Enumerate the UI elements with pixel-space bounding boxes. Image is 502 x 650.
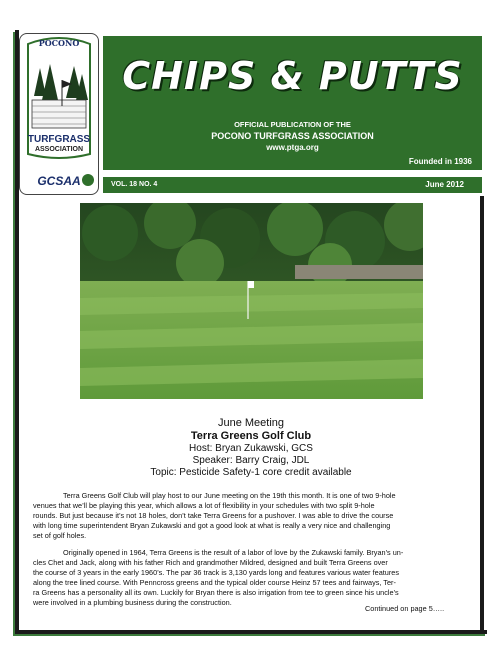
continued-on-page[interactable]: Continued on page 5…..: [365, 604, 445, 613]
meeting-heading: June Meeting: [217, 417, 285, 429]
gcsaa-logo-text: GCSAA: [37, 174, 81, 188]
golf-course-photo: [80, 203, 423, 399]
meeting-topic: Topic: Pesticide Safety-1 core credit available: [150, 467, 352, 478]
founded-year: Founded in 1936: [408, 157, 472, 166]
article-line: ra Greens has a personality all its own. Luckily for Bryan there is also irrigation from tee to green since his uncle’s: [33, 588, 399, 597]
issue-date: June 2012: [425, 180, 464, 189]
publication-line-2: POCONO TURFGRASS ASSOCIATION: [211, 131, 374, 141]
article-line: with long time superintendent Bryan Zukawski and got a good look at what is really a very nice and challenging: [33, 521, 391, 530]
logo-name-line1: TURFGRASS: [27, 134, 91, 145]
article-line: rounds. But just because it’s not 18 holes, don’t take Terra Greens for a pushover. I was able to drive the course: [33, 511, 394, 520]
logo-top-text: POCONO: [38, 38, 80, 48]
article-line: venues that we’ll be playing this year, which allows a lot of flexibility in your schedules with two split 9-hole: [33, 501, 375, 510]
newsletter-title: CHIPS & PUTTS: [122, 54, 463, 98]
article-line: the course of 3 years in the early 1960’s. The par 36 track is 3,130 yards long and features various water features: [33, 568, 399, 577]
meeting-host: Host: Bryan Zukawski, GCS: [189, 443, 313, 454]
publication-line-1: OFFICIAL PUBLICATION OF THE: [234, 120, 351, 129]
article-line: were involved in a plumbing business during the construction.: [33, 598, 232, 607]
page-frame-right: [480, 196, 484, 630]
logo-name-line2: ASSOCIATION: [34, 146, 84, 153]
article-paragraph-1: [33, 491, 478, 541]
website-link[interactable]: www.ptga.org: [266, 143, 319, 152]
article-paragraph-2: [33, 548, 478, 608]
logo-graphic-icon: [20, 34, 98, 194]
article-line: cles Chet and Jack, along with his father Rich and grandmother Mildred, designed and built Terra Greens over: [33, 558, 388, 567]
masthead-banner: [103, 36, 482, 170]
article-line: along the tree lined course. With Penncross greens and the typical older course Heinz 57 tees and fairways, Ter-: [33, 578, 396, 587]
volume-number: VOL. 18 NO. 4: [111, 181, 158, 188]
meeting-speaker: Speaker: Barry Craig, JDL: [192, 455, 310, 466]
meeting-club-name: Terra Greens Golf Club: [190, 430, 312, 442]
article-line: Terra Greens Golf Club will play host to our June meeting on the 19th this month. It is one of two 9-hole: [63, 491, 396, 500]
article-line: set of golf holes.: [33, 531, 87, 540]
ptga-logo: [19, 33, 99, 195]
article-line: Originally opened in 1964, Terra Greens is the result of a labor of love by the Zukawski family. Bryan’s un-: [63, 548, 404, 557]
issue-bar: [103, 177, 482, 193]
